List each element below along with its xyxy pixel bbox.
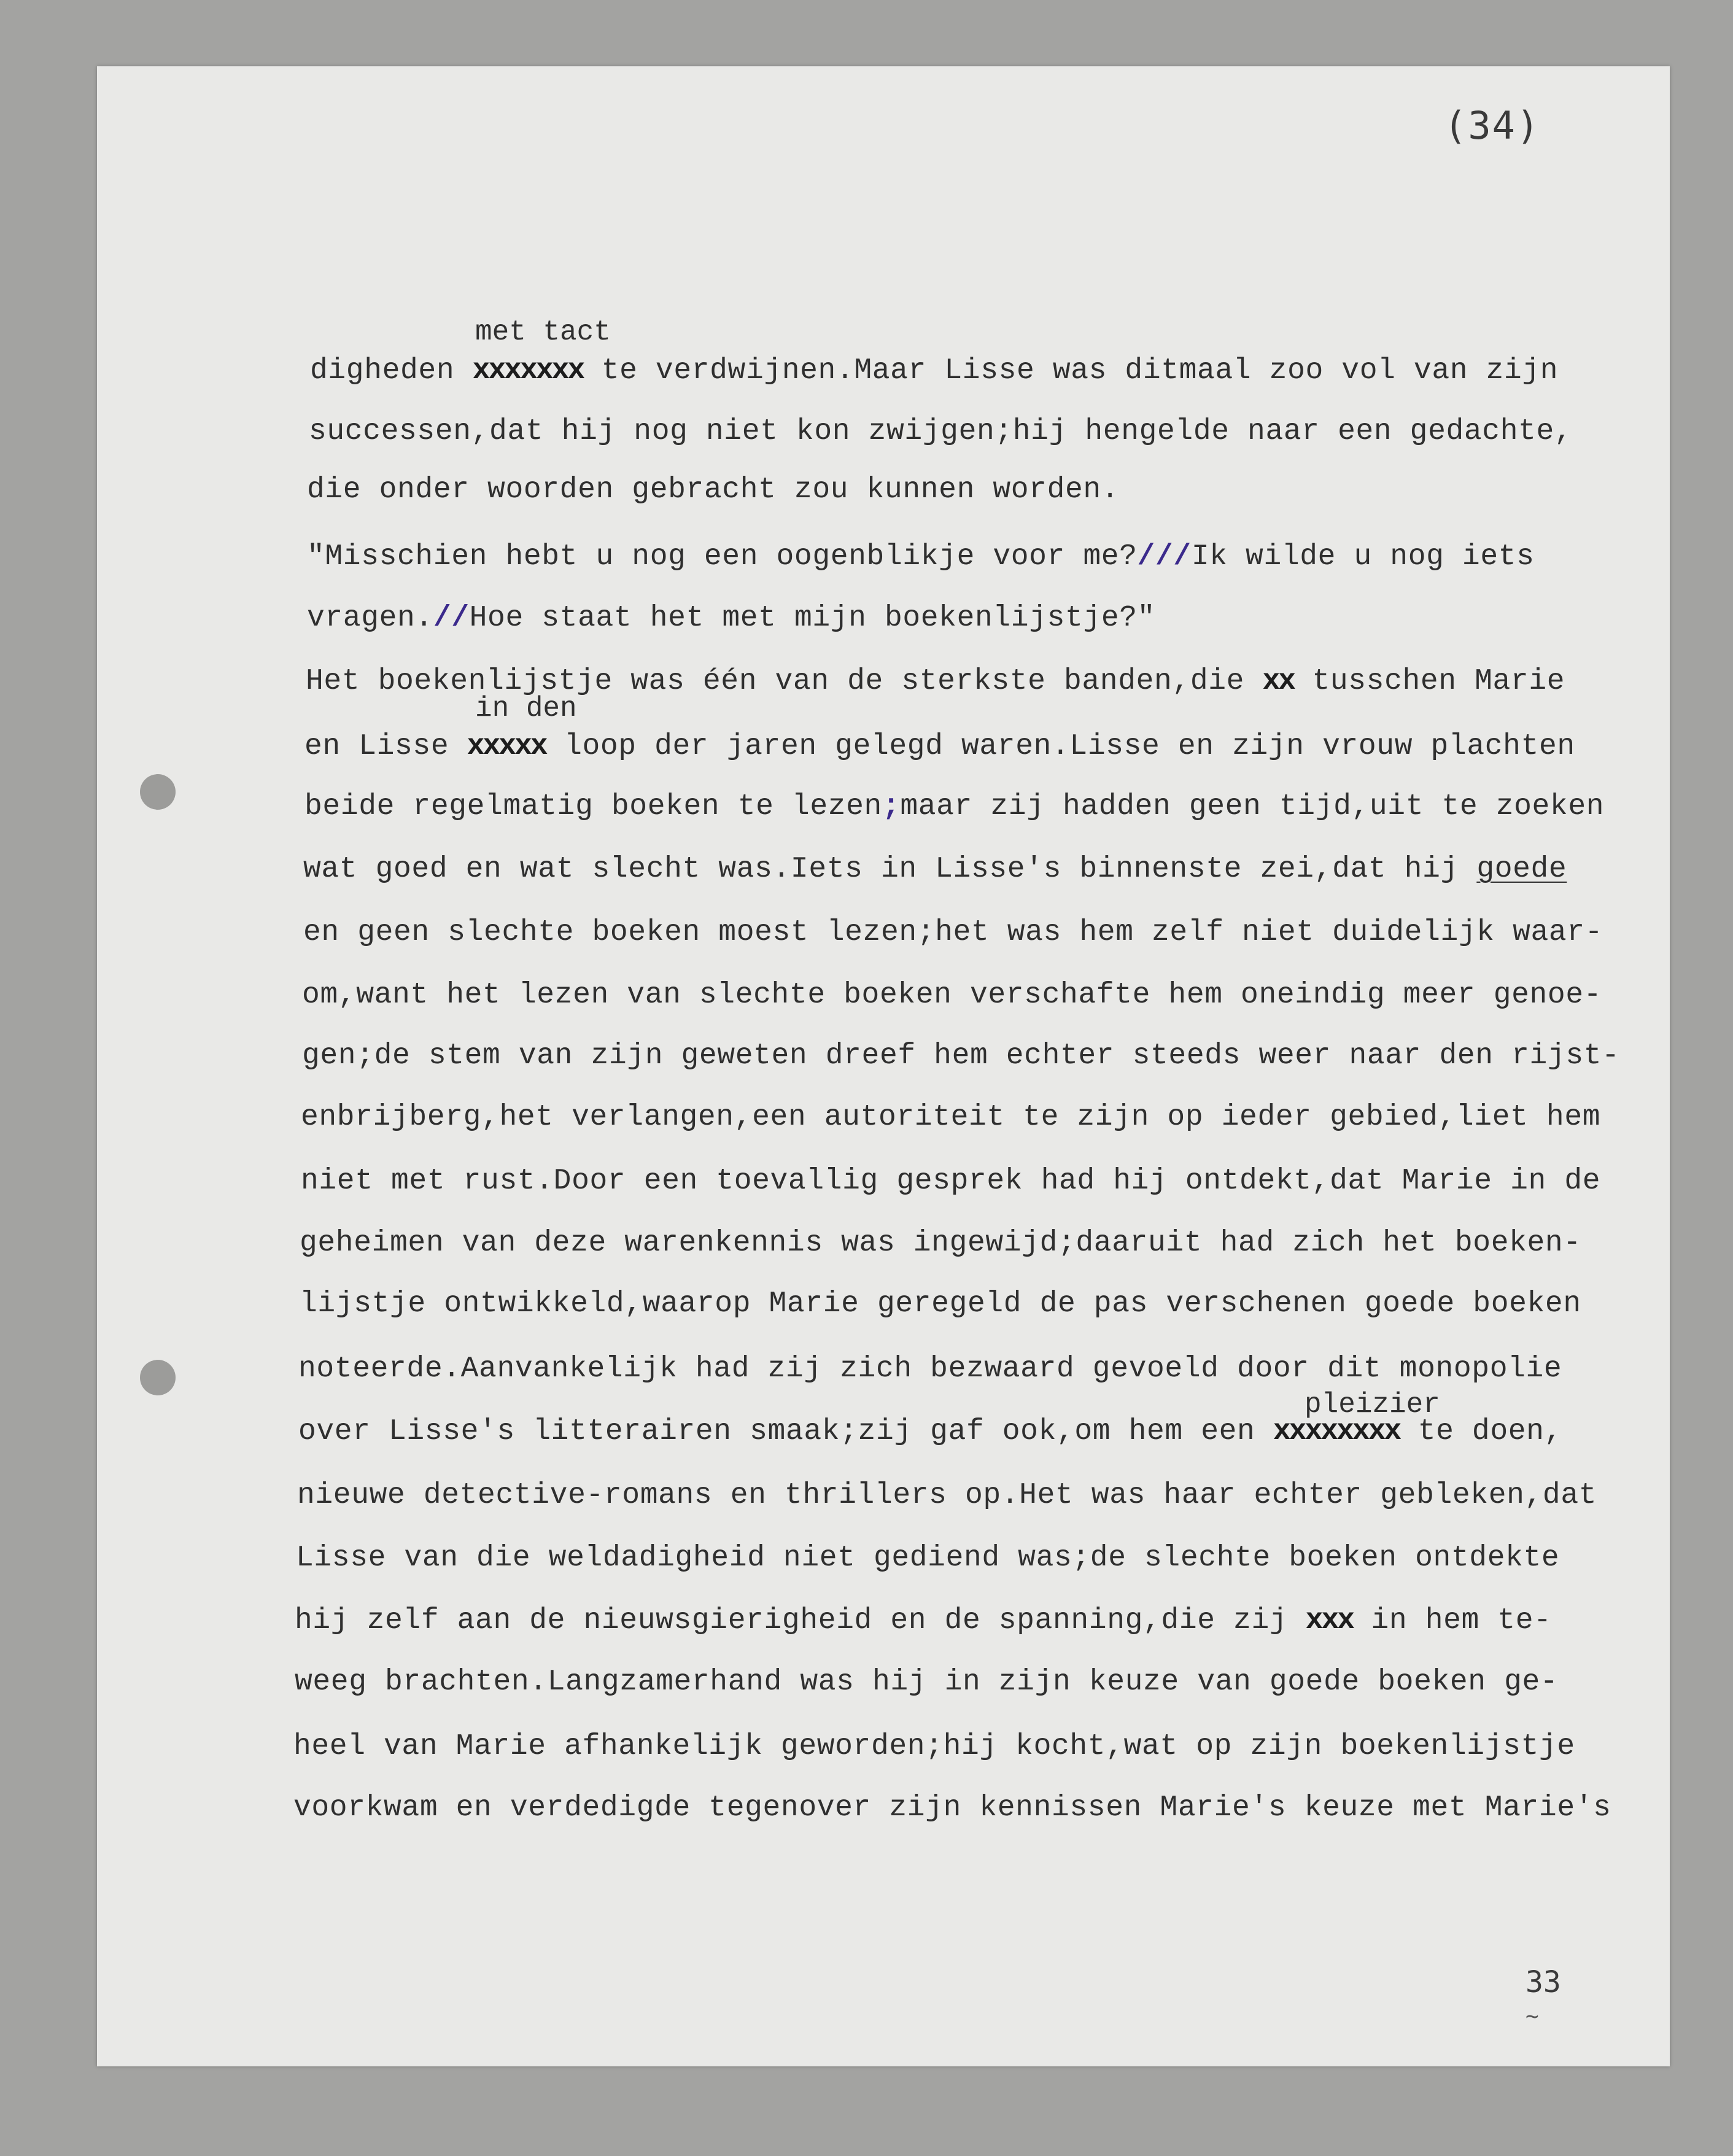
- text-segment: noteerde.Aanvankelijk had zij zich bezwaard gevoeld door dit monopolie: [298, 1352, 1562, 1386]
- text-segment: "Misschien hebt u nog een oogenblikje voor me?: [307, 540, 1138, 573]
- text-segment: heel van Marie afhankelijk geworden;hij kocht,wat op zijn boekenlijstje: [293, 1730, 1575, 1763]
- text-segment: Het boekenlijstje was één van de sterkste banden,die: [306, 665, 1263, 698]
- text-segment: geheimen van deze warenkennis was ingewijd;daaruit had zich het boeken-: [300, 1227, 1581, 1260]
- underlined-word: goede: [1476, 853, 1567, 886]
- text-segment: voorkwam en verdedigde tegenover zijn kennissen Marie's keuze met Marie's: [293, 1791, 1611, 1824]
- text-segment: nieuwe detective-romans en thrillers op.Het was haar echter gebleken,dat: [297, 1479, 1597, 1512]
- struck-out-word: xxxxxxx: [472, 354, 584, 387]
- paragraph-mark: //: [433, 602, 470, 635]
- text-line: [307, 473, 1119, 506]
- text-segment: wat goed en wat slecht was.Iets in Lisse's binnenste zei,dat hij: [303, 853, 1477, 886]
- text-segment: digheden: [310, 354, 473, 387]
- text-line: [295, 1604, 1552, 1637]
- text-segment: gen;de stem van zijn geweten dreef hem echter steeds weer naar den rijst-: [302, 1039, 1620, 1072]
- text-line: [310, 354, 1558, 387]
- text-line: [307, 602, 1155, 635]
- text-segment: te doen,: [1400, 1415, 1562, 1448]
- struck-out-word: xxxxx: [467, 730, 546, 763]
- text-line: [301, 1101, 1600, 1134]
- page-number-top: (34): [1444, 103, 1541, 148]
- text-segment: beide regelmatig boeken te lezen: [304, 790, 882, 823]
- text-segment: lijstje ontwikkeld,waarop Marie geregeld de pas verschenen goede boeken: [300, 1287, 1581, 1320]
- text-line: [293, 1791, 1611, 1824]
- text-line: [307, 540, 1535, 573]
- paragraph-mark: ///: [1137, 540, 1192, 573]
- insertion-in-den: in den: [475, 692, 577, 724]
- text-segment: vragen.: [307, 602, 433, 635]
- text-line: [302, 979, 1602, 1012]
- text-segment: Ik wilde u nog iets: [1191, 540, 1535, 573]
- text-segment: en Lisse: [304, 730, 467, 763]
- text-segment: enbrijberg,het verlangen,een autoriteit te zijn op ieder gebied,liet hem: [301, 1101, 1601, 1134]
- text-line: [304, 790, 1604, 823]
- text-segment: en geen slechte boeken moest lezen;het was hem zelf niet duidelijk waar-: [303, 916, 1603, 949]
- text-line: [303, 853, 1567, 886]
- text-segment: over Lisse's litterairen smaak;zij gaf ook,om hem een: [298, 1415, 1273, 1448]
- text-segment: in hem te-: [1353, 1604, 1552, 1637]
- page-number-bottom-value: 33: [1526, 1965, 1561, 1999]
- text-segment: maar zij hadden geen tijd,uit te zoeken: [900, 790, 1605, 823]
- text-line: [293, 1730, 1575, 1763]
- text-line: [303, 916, 1603, 949]
- text-segment: om,want het lezen van slechte boeken verschafte hem oneindig meer genoe-: [302, 979, 1602, 1012]
- text-line: [300, 1227, 1581, 1260]
- text-segment: weeg brachten.Langzamerhand was hij in zijn keuze van goede boeken ge-: [295, 1665, 1559, 1699]
- text-line: [302, 1039, 1620, 1072]
- text-line: [296, 1541, 1559, 1575]
- struck-out-word: xx: [1262, 665, 1295, 698]
- text-segment: te verdwijnen.Maar Lisse was ditmaal zoo vol van zijn: [583, 354, 1559, 387]
- text-line: [295, 1665, 1558, 1699]
- text-segment: hij zelf aan de nieuwsgierigheid en de spanning,die zij: [295, 1604, 1306, 1637]
- text-segment: die onder woorden gebracht zou kunnen worden.: [307, 473, 1120, 506]
- struck-out-word: xxx: [1305, 1604, 1354, 1637]
- insertion-met-tact: met tact: [475, 316, 611, 348]
- text-line: [301, 1165, 1600, 1198]
- insertion-pleizier: pleizier: [1305, 1389, 1440, 1421]
- text-segment: Hoe staat het met mijn boekenlijstje?": [469, 602, 1156, 635]
- text-segment: loop der jaren gelegd waren.Lisse en zijn vrouw plachten: [546, 730, 1575, 763]
- punctuation-correction: ;: [882, 790, 901, 823]
- text-line: [300, 1287, 1581, 1320]
- text-segment: niet met rust.Door een toevallig gesprek had hij ontdekt,dat Marie in de: [301, 1165, 1601, 1198]
- text-line: [298, 1352, 1562, 1386]
- text-line: [298, 1415, 1562, 1448]
- text-line: [304, 730, 1575, 763]
- text-line: [297, 1479, 1597, 1512]
- struck-out-word: xxxxxxxx: [1273, 1415, 1400, 1448]
- text-segment: tusschen Marie: [1294, 665, 1565, 698]
- page-number-bottom-scribble: ~: [1526, 2004, 1539, 2029]
- text-line: [306, 665, 1565, 698]
- text-line: [309, 415, 1572, 448]
- text-segment: Lisse van die weldadigheid niet gediend was;de slechte boeken ontdekte: [296, 1541, 1560, 1575]
- text-segment: successen,dat hij nog niet kon zwijgen;hij hengelde naar een gedachte,: [309, 415, 1573, 448]
